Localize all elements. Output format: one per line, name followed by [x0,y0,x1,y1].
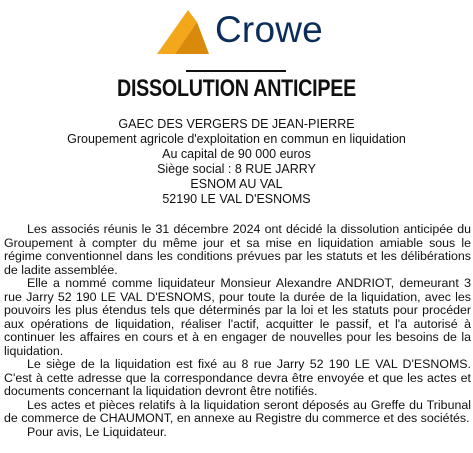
paragraph: Le siège de la liquidation est fixé au 8 rue Jarry 52 190 LE VAL D'ESNOMS. C'est à cette adresse que la correspondance devra être envoyée et que les actes et documents concernant la liquidation devront être notifiés. [4,357,471,398]
paragraph: Elle a nommé comme liquidateur Monsieur Alexandre ANDRIOT, demeurant 3 rue Jarry 52 190 LE VAL D'ESNOMS, pour toute la durée de la liquidation, avec les pouvoirs les plus étendus tels que déterminés par la loi et les statuts pour procéder aux opérations de liquidation, réaliser l'actif, acquitter le passif, et l'a autorisé à continuer les affaires en cours et à en engager de nouvelles pour les besoins de la liquidation. [4,276,471,358]
company-city: ESNOM AU VAL [190,177,283,191]
logo-wordmark: Crowe [215,9,323,50]
title-rule [186,70,286,72]
company-form: Groupement agricole d'exploitation en commun en liquidation [67,132,406,146]
company-seat: Siège social : 8 RUE JARRY [157,162,316,176]
company-postal: 52190 LE VAL D'ESNOMS [162,192,311,206]
paragraph: Les associés réunis le 31 décembre 2024 ont décidé la dissolution anticipée du Groupement à compter du même jour et sa mise en liquidation amiable sous le régime conventionnel dans les conditions prévues par les statuts et les délibérations de ladite assemblée. [4,222,471,277]
company-name: GAEC DES VERGERS DE JEAN-PIERRE [118,117,355,131]
crowe-chevron-icon [155,4,211,56]
crowe-logo [155,4,323,56]
company-capital: Au capital de 90 000 euros [162,147,311,161]
signature-line: Pour avis, Le Liquidateur. [27,424,167,439]
notice-body [4,223,471,439]
notice-title: DISSOLUTION ANTICIPEE [116,75,357,102]
paragraph: Les actes et pièces relatifs à la liquidation seront déposés au Greffe du Tribunal de commerce de CHAUMONT, en annexe au Registre du commerce et des sociétés. [4,397,471,425]
company-header [0,117,473,207]
